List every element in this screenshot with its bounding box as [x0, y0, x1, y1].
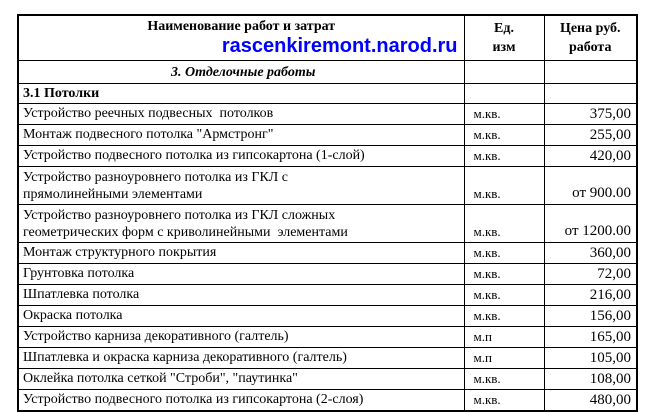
price-cell: 255,00	[544, 125, 637, 146]
price-cell: 480,00	[544, 390, 637, 412]
work-name-line: Устройство реечных подвесных потолков	[23, 106, 274, 121]
unit-cell: м.кв.	[464, 146, 544, 167]
unit-cell: м.кв.	[464, 125, 544, 146]
work-name-cell	[18, 167, 464, 205]
price-cell: 72,00	[544, 264, 637, 285]
price-cell: от 900.00	[544, 167, 637, 205]
table-row	[18, 205, 637, 243]
unit-cell: м.кв.	[464, 285, 544, 306]
site-link[interactable]: rascenkiremont.narod.ru	[221, 35, 458, 57]
unit-cell	[464, 84, 544, 104]
subsection-row	[18, 84, 637, 104]
site-link-wrap	[19, 35, 464, 60]
work-name-cell	[18, 61, 464, 84]
work-name-line: Окраска потолка	[23, 308, 123, 323]
header-name-column	[18, 15, 464, 61]
table-row	[18, 285, 637, 306]
work-name-cell	[18, 390, 464, 412]
work-name-line: 3.1 Потолки	[23, 86, 100, 101]
table-row	[18, 390, 637, 412]
work-name-cell	[18, 205, 464, 243]
column-title-price-line1: Цена руб.	[559, 21, 621, 36]
work-name-cell	[18, 285, 464, 306]
price-cell: 108,00	[544, 369, 637, 390]
work-name-cell	[18, 84, 464, 104]
table-row	[18, 264, 637, 285]
unit-cell: м.кв.	[464, 264, 544, 285]
table-row	[18, 125, 637, 146]
unit-cell: м.кв.	[464, 369, 544, 390]
table-row	[18, 369, 637, 390]
work-name-line: Устройство подвесного потолка из гипсокартона (2-слоя)	[23, 392, 364, 407]
work-name-cell	[18, 104, 464, 125]
price-cell: 360,00	[544, 243, 637, 264]
unit-cell: м.п	[464, 348, 544, 369]
work-name-cell	[18, 243, 464, 264]
work-name-cell	[18, 327, 464, 348]
column-title-unit-line2: изм	[492, 40, 516, 55]
work-name-cell	[18, 369, 464, 390]
work-name-line: 3. Отделочные работы	[171, 64, 316, 80]
price-cell	[544, 61, 637, 84]
work-name-line: Монтаж структурного покрытия	[23, 245, 217, 260]
work-name-line: Устройство карниза декоративного (галтель)	[23, 329, 289, 344]
work-name-line: Оклейка потолка сеткой "Строби", "паутинка"	[23, 371, 298, 386]
column-title-works: Наименование работ и затрат	[147, 19, 336, 34]
header-unit-column	[464, 15, 544, 61]
price-cell: 420,00	[544, 146, 637, 167]
section-row	[18, 61, 637, 84]
unit-cell: м.кв.	[464, 167, 544, 205]
column-title-price-line2: работа	[569, 40, 612, 55]
price-cell: 375,00	[544, 104, 637, 125]
work-name-line: Шпатлевка и окраска карниза декоративного (галтель)	[23, 350, 347, 365]
header-row	[18, 15, 637, 61]
price-cell	[544, 84, 637, 104]
work-name-cell	[18, 306, 464, 327]
price-table	[17, 14, 638, 412]
table-row	[18, 327, 637, 348]
unit-cell: м.кв.	[464, 104, 544, 125]
work-name-line: Грунтовка потолка	[23, 266, 135, 281]
unit-cell: м.кв.	[464, 243, 544, 264]
work-name-line: Устройство разноуровнего потолка из ГКЛ с	[23, 170, 288, 185]
price-cell: 156,00	[544, 306, 637, 327]
work-name-line: Устройство разноуровнего потолка из ГКЛ сложных	[23, 208, 336, 223]
unit-cell	[464, 61, 544, 84]
work-name-line: прямолинейными элементами	[23, 187, 203, 202]
price-cell: 165,00	[544, 327, 637, 348]
work-name-cell	[18, 348, 464, 369]
table-row	[18, 348, 637, 369]
table-row	[18, 104, 637, 125]
column-title-unit-line1: Ед.	[494, 21, 514, 36]
work-name-cell	[18, 264, 464, 285]
table-row	[18, 146, 637, 167]
unit-cell: м.кв.	[464, 205, 544, 243]
table-row	[18, 243, 637, 264]
work-name-cell	[18, 146, 464, 167]
price-cell: от 1200.00	[544, 205, 637, 243]
table-row	[18, 167, 637, 205]
price-cell: 216,00	[544, 285, 637, 306]
work-name-line: Устройство подвесного потолка из гипсокартона (1-слой)	[23, 148, 365, 163]
table-row	[18, 306, 637, 327]
unit-cell: м.кв.	[464, 390, 544, 412]
work-name-line: геометрических форм с криволинейными элементами	[23, 225, 348, 240]
work-name-cell	[18, 125, 464, 146]
unit-cell: м.п	[464, 327, 544, 348]
work-name-line: Шпатлевка потолка	[23, 287, 140, 302]
work-name-line: Монтаж подвесного потолка "Армстронг"	[23, 127, 274, 142]
price-cell: 105,00	[544, 348, 637, 369]
header-price-column	[544, 15, 637, 61]
unit-cell: м.кв.	[464, 306, 544, 327]
